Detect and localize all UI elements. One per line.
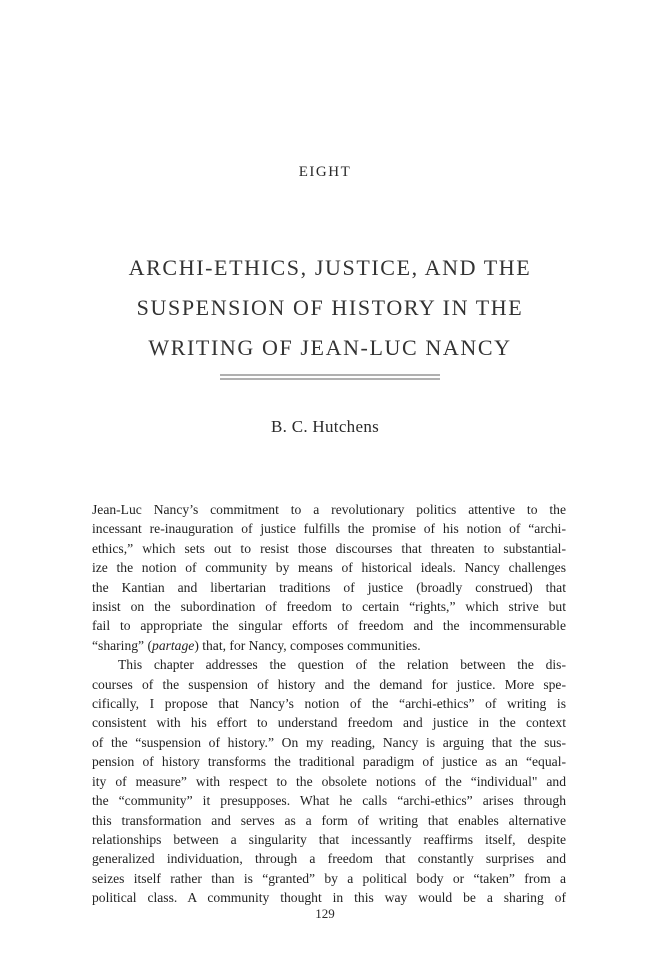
text-line: This chapter addresses the question of the relation between the dis- <box>118 657 566 673</box>
chapter-title <box>80 248 580 368</box>
text-line: the Kantian and libertarian traditions of justice (broadly construed) that <box>92 579 566 595</box>
chapter-title-line: WRITING OF JEAN-LUC NANCY <box>148 335 512 360</box>
text-line: this transformation and serves as a form of writing that enables alternative <box>92 812 566 828</box>
text-line: “sharing” (partage) that, for Nancy, composes communities. <box>92 637 421 653</box>
text-line: the “community” it presupposes. What he calls “archi-ethics” arises through <box>92 793 566 809</box>
text-line: of the “suspension of history.” On my reading, Nancy is arguing that the sus- <box>92 734 566 750</box>
chapter-body-text <box>92 500 566 908</box>
chapter-title-line: ARCHI-ETHICS, JUSTICE, AND THE <box>128 255 532 280</box>
text-line: ethics,” which sets out to resist those discourses that threaten to substantial- <box>92 540 566 556</box>
paragraph-2 <box>92 655 566 907</box>
title-divider-rule <box>220 374 440 380</box>
italic-term: partage <box>152 637 195 653</box>
text-line: pension of history transforms the traditional paradigm of justice as an “equal- <box>92 754 566 770</box>
text-line: Jean-Luc Nancy’s commitment to a revolutionary politics attentive to the <box>92 502 566 517</box>
text-line: political class. A community thought in this way would be a sharing of <box>92 890 566 906</box>
text-line: incessant re-inauguration of justice fulfills the promise of his notion of “archi- <box>92 521 566 537</box>
text-line: cifically, I propose that Nancy’s notion of the “archi-ethics” of writing is <box>92 696 566 712</box>
page-number: 129 <box>315 906 335 921</box>
text-line: ize the notion of community by means of historical ideals. Nancy challenges <box>92 560 566 576</box>
text-line: generalized individuation, through a freedom that constantly surprises and <box>92 851 566 867</box>
paragraph-1 <box>92 500 566 655</box>
text-line: seizes itself rather than is “granted” by a political body or “taken” from a <box>92 870 566 886</box>
text-line: courses of the suspension of history and the demand for justice. More spe- <box>92 676 566 692</box>
text-line: insist on the subordination of freedom to certain “rights,” which strive but <box>92 599 566 615</box>
chapter-author: B. C. Hutchens <box>270 417 380 436</box>
chapter-number: EIGHT <box>298 164 352 180</box>
chapter-title-line: SUSPENSION OF HISTORY IN THE <box>136 295 524 320</box>
text-line: relationships between a singularity that incessantly reaffirms itself, despite <box>92 831 566 847</box>
text-line: fail to appropriate the singular efforts of freedom and the incommensurable <box>92 618 566 634</box>
text-line: ity of measure” with respect to the obsolete notions of the “individual" and <box>92 773 566 789</box>
text-line: consistent with his effort to understand freedom and justice in the context <box>92 715 566 731</box>
